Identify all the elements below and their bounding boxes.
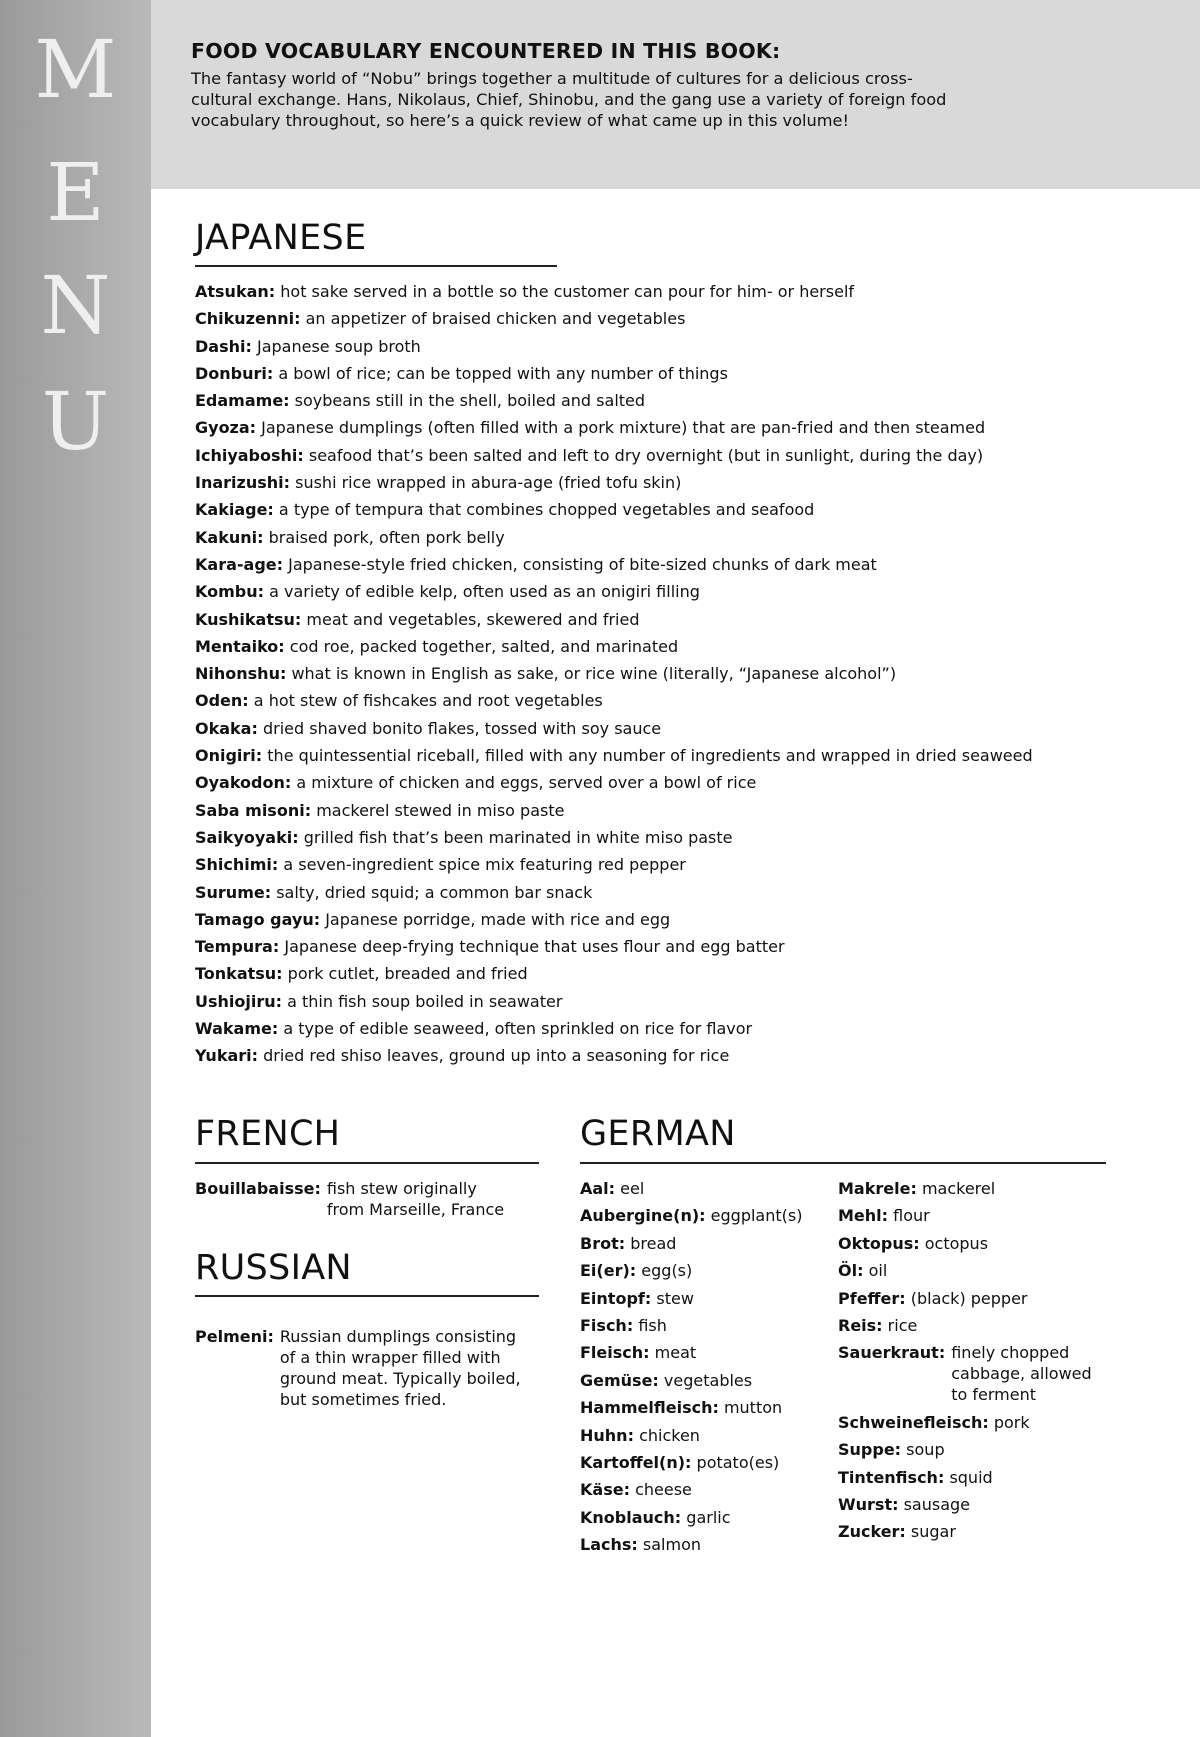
glossary-entry: [195, 800, 1155, 827]
glossary-entry: [195, 854, 1155, 881]
glossary-definition: a type of edible seaweed, often sprinkled on rice for flavor: [283, 1019, 753, 1039]
glossary-term: Nihonshu:: [195, 664, 287, 684]
glossary-term: Zucker:: [838, 1522, 906, 1542]
glossary-definition: Japanese soup broth: [256, 336, 421, 356]
japanese-heading: JAPANESE: [195, 218, 367, 258]
glossary-definition: a variety of edible kelp, often used as an onigiri filling: [269, 582, 700, 602]
glossary-definition: pork: [993, 1412, 1030, 1432]
glossary-term: Atsukan:: [195, 282, 276, 301]
glossary-definition: potato(es): [696, 1452, 780, 1472]
glossary-term: Kakiage:: [195, 500, 274, 520]
glossary-entry: [580, 1233, 825, 1254]
menu-sidebar: [0, 0, 151, 1737]
glossary-entry: [580, 1397, 825, 1418]
glossary-term: Ei(er):: [580, 1261, 637, 1281]
menu-letter-m: M: [34, 23, 117, 116]
glossary-entry: [195, 390, 1155, 417]
glossary-definition: mackerel stewed in miso paste: [316, 800, 565, 820]
glossary-entry: [838, 1315, 1128, 1336]
glossary-entry: [580, 1507, 825, 1528]
glossary-definition: sausage: [903, 1494, 971, 1514]
glossary-definition: eel: [620, 1179, 645, 1198]
glossary-definition: bread: [630, 1233, 677, 1253]
glossary-term: Knoblauch:: [580, 1507, 682, 1527]
menu-letter-u: U: [41, 375, 110, 468]
glossary-entry: [580, 1315, 825, 1336]
glossary-term: Lachs:: [580, 1535, 638, 1555]
russian-rule: [195, 1295, 539, 1297]
glossary-entry: [838, 1233, 1128, 1254]
glossary-definition: Japanese-style fried chicken, consisting of bite-sized chunks of dark meat: [288, 554, 877, 574]
glossary-entry: [580, 1370, 825, 1391]
glossary-entry: [580, 1260, 825, 1281]
glossary-entry: [195, 690, 1155, 717]
glossary-definition: the quintessential riceball, filled with any number of ingredients and wrapped in dried seaweed: [267, 746, 1033, 766]
glossary-term: Inarizushi:: [195, 473, 291, 493]
glossary-entry: [195, 882, 1155, 909]
glossary-term: Oyakodon:: [195, 773, 292, 793]
glossary-entry: [195, 581, 1155, 608]
glossary-definition: Japanese porridge, made with rice and egg: [325, 909, 671, 929]
glossary-term: Hammelfleisch:: [580, 1398, 719, 1418]
glossary-entry: [195, 827, 1155, 854]
glossary-term: Gemüse:: [580, 1370, 659, 1390]
menu-letter-n: N: [40, 259, 111, 352]
glossary-definition: (black) pepper: [910, 1288, 1028, 1308]
glossary-term: Yukari:: [195, 1046, 259, 1066]
glossary-term: Tamago gayu:: [195, 909, 321, 929]
glossary-term: Kombu:: [195, 582, 265, 602]
glossary-definition: soybeans still in the shell, boiled and salted: [294, 391, 646, 411]
glossary-entry: [838, 1205, 1128, 1226]
glossary-term: Okaka:: [195, 718, 258, 738]
glossary-definition: chicken: [639, 1425, 700, 1445]
glossary-definition: octopus: [924, 1233, 989, 1253]
glossary-entry: [195, 718, 1155, 745]
glossary-definition: cheese: [635, 1480, 692, 1500]
glossary-term: Eintopf:: [580, 1288, 652, 1308]
glossary-definition: a type of tempura that combines chopped vegetables and seafood: [278, 500, 815, 520]
german-heading: GERMAN: [580, 1114, 736, 1154]
glossary-term: Schweinefleisch:: [838, 1412, 989, 1432]
glossary-term: Saikyoyaki:: [195, 827, 299, 847]
glossary-term: Aubergine(n):: [580, 1206, 706, 1226]
glossary-term: Käse:: [580, 1480, 630, 1500]
german-column-2: [838, 1178, 1128, 1549]
glossary-entry: [838, 1260, 1128, 1281]
glossary-entry: [195, 991, 1155, 1018]
glossary-definition: Japanese deep-frying technique that uses flour and egg batter: [284, 937, 785, 957]
glossary-term: Kartoffel(n):: [580, 1452, 692, 1472]
glossary-term: Kushikatsu:: [195, 609, 302, 629]
glossary-entry: [195, 909, 1155, 936]
glossary-definition: sushi rice wrapped in abura-age (fried tofu skin): [295, 473, 682, 493]
glossary-definition: egg(s): [641, 1261, 693, 1281]
glossary-entry: [195, 554, 1155, 581]
glossary-term: Tonkatsu:: [195, 964, 283, 984]
glossary-definition: braised pork, often pork belly: [268, 527, 505, 547]
glossary-term: Bouillabaisse:: [195, 1179, 321, 1198]
glossary-definition: a hot stew of fishcakes and root vegetables: [253, 691, 603, 711]
glossary-definition: seafood that’s been salted and left to dry overnight (but in sunlight, during the day): [308, 445, 984, 465]
glossary-definition: mackerel: [921, 1179, 996, 1198]
glossary-term: Fleisch:: [580, 1343, 650, 1363]
glossary-entry: [838, 1412, 1128, 1433]
glossary-entry: [838, 1439, 1128, 1460]
glossary-term: Reis:: [838, 1315, 883, 1335]
glossary-definition: stew: [656, 1288, 694, 1308]
glossary-entry: [580, 1479, 825, 1500]
glossary-term: Oktopus:: [838, 1233, 920, 1253]
glossary-term: Shichimi:: [195, 855, 279, 875]
glossary-term: Tempura:: [195, 937, 280, 957]
glossary-definition: meat and vegetables, skewered and fried: [306, 609, 640, 629]
glossary-term: Öl:: [838, 1261, 864, 1281]
glossary-entry: [838, 1494, 1128, 1515]
glossary-term: Kakuni:: [195, 527, 264, 547]
glossary-term: Sauerkraut:: [838, 1343, 946, 1363]
glossary-entry: [195, 527, 1155, 554]
glossary-entry: [195, 936, 1155, 963]
glossary-definition: meat: [654, 1343, 697, 1363]
russian-heading: RUSSIAN: [195, 1248, 352, 1288]
glossary-definition: a seven-ingredient spice mix featuring red pepper: [283, 855, 686, 875]
glossary-entry: [195, 772, 1155, 799]
glossary-entry: [580, 1288, 825, 1309]
french-heading: FRENCH: [195, 1114, 341, 1154]
glossary-term: Mentaiko:: [195, 636, 285, 656]
glossary-entry: [838, 1178, 1128, 1199]
glossary-term: Fisch:: [580, 1315, 634, 1335]
intro-paragraph: The fantasy world of “Nobu” brings together a multitude of cultures for a delicious cross-cultural exchange. Hans, Nikolaus, Chief, Shinobu, and the gang use a variety of foreign food vocabulary throughout, so here’s a quick review of what came up in this volume!: [191, 69, 947, 130]
french-rule: [195, 1162, 539, 1164]
glossary-term: Wurst:: [838, 1494, 899, 1514]
japanese-rule: [195, 265, 557, 267]
glossary-entry: [195, 663, 1155, 690]
glossary-definition: soup: [906, 1440, 945, 1460]
german-column-1: [580, 1178, 825, 1561]
glossary-entry: [580, 1342, 825, 1363]
glossary-term: Huhn:: [580, 1425, 634, 1445]
glossary-entry: [195, 745, 1155, 772]
glossary-term: Edamame:: [195, 391, 290, 411]
glossary-definition: hot sake served in a bottle so the customer can pour for him- or herself: [280, 282, 855, 301]
glossary-term: Ichiyaboshi:: [195, 445, 304, 465]
glossary-definition: a thin fish soup boiled in seawater: [287, 991, 563, 1011]
glossary-entry: [838, 1467, 1128, 1488]
glossary-term: Suppe:: [838, 1440, 902, 1460]
glossary-definition: oil: [868, 1261, 888, 1281]
glossary-entry: [195, 1045, 1155, 1072]
glossary-definition: an appetizer of braised chicken and vegetables: [305, 309, 686, 329]
glossary-entry: [838, 1521, 1128, 1542]
menu-letter-e: E: [46, 146, 105, 239]
glossary-definition: rice: [887, 1315, 918, 1335]
glossary-entry: [838, 1288, 1128, 1309]
page-title: FOOD VOCABULARY ENCOUNTERED IN THIS BOOK:: [191, 39, 781, 63]
glossary-definition: vegetables: [663, 1370, 753, 1390]
glossary-definition: fish: [638, 1315, 667, 1335]
glossary-definition: flour: [893, 1206, 930, 1226]
glossary-definition: dried shaved bonito flakes, tossed with soy sauce: [262, 718, 662, 738]
glossary-definition: garlic: [686, 1507, 731, 1527]
glossary-term: Mehl:: [838, 1206, 889, 1226]
glossary-entry: [195, 472, 1155, 499]
glossary-entry: [580, 1452, 825, 1473]
japanese-glossary: [195, 281, 1155, 1073]
glossary-term: Aal:: [580, 1179, 616, 1198]
glossary-entry: [195, 363, 1155, 390]
glossary-entry: [580, 1425, 825, 1446]
glossary-entry: [195, 308, 1155, 335]
glossary-definition: finely chopped cabbage, allowed to ferment: [951, 1343, 1092, 1405]
glossary-term: Pelmeni:: [195, 1327, 274, 1346]
glossary-term: Donburi:: [195, 363, 274, 383]
glossary-entry: [580, 1205, 825, 1226]
glossary-term: Chikuzenni:: [195, 309, 301, 329]
glossary-entry: [195, 636, 1155, 663]
glossary-term: Makrele:: [838, 1179, 917, 1198]
glossary-term: Onigiri:: [195, 746, 263, 766]
glossary-definition: sugar: [910, 1522, 956, 1542]
glossary-definition: fish stew originally from Marseille, France: [326, 1179, 505, 1219]
glossary-definition: a bowl of rice; can be topped with any number of things: [278, 363, 728, 383]
glossary-term: Gyoza:: [195, 418, 257, 438]
glossary-definition: dried red shiso leaves, ground up into a seasoning for rice: [263, 1046, 730, 1066]
german-rule: [580, 1162, 1106, 1164]
glossary-term: Wakame:: [195, 1019, 279, 1039]
glossary-definition: salmon: [642, 1535, 701, 1555]
glossary-entry: [195, 1018, 1155, 1045]
glossary-definition: what is known in English as sake, or rice wine (literally, “Japanese alcohol”): [291, 664, 897, 684]
glossary-definition: cod roe, packed together, salted, and marinated: [289, 636, 679, 656]
glossary-definition: grilled fish that’s been marinated in white miso paste: [303, 827, 733, 847]
glossary-definition: eggplant(s): [710, 1206, 803, 1226]
glossary-term: Oden:: [195, 691, 249, 711]
glossary-entry: [838, 1342, 1128, 1405]
glossary-term: Pfeffer:: [838, 1288, 906, 1308]
glossary-definition: salty, dried squid; a common bar snack: [276, 882, 593, 902]
glossary-entry: [195, 417, 1155, 444]
glossary-term: Saba misoni:: [195, 800, 312, 820]
glossary-entry: [195, 609, 1155, 636]
glossary-entry: [580, 1534, 825, 1555]
glossary-definition: a mixture of chicken and eggs, served over a bowl of rice: [296, 773, 757, 793]
glossary-definition: mutton: [723, 1398, 783, 1418]
glossary-term: Tintenfisch:: [838, 1467, 945, 1487]
header-band: [151, 0, 1200, 189]
russian-entry: [195, 1326, 535, 1410]
glossary-term: Ushiojiru:: [195, 991, 283, 1011]
glossary-term: Kara-age:: [195, 554, 284, 574]
glossary-definition: pork cutlet, breaded and fried: [287, 964, 528, 984]
glossary-entry: [195, 281, 1155, 308]
glossary-entry: [580, 1178, 825, 1199]
glossary-entry: [195, 336, 1155, 363]
glossary-term: Surume:: [195, 882, 272, 902]
french-entry: [195, 1178, 525, 1220]
glossary-term: Brot:: [580, 1233, 626, 1253]
glossary-entry: [195, 445, 1155, 472]
glossary-definition: Russian dumplings consisting of a thin wrapper filled with ground meat. Typically boiled, but sometimes fried.: [279, 1327, 521, 1409]
glossary-term: Dashi:: [195, 336, 252, 356]
glossary-definition: Japanese dumplings (often filled with a pork mixture) that are pan-fried and then steamed: [261, 418, 986, 438]
glossary-entry: [195, 499, 1155, 526]
glossary-entry: [195, 963, 1155, 990]
glossary-definition: squid: [949, 1467, 993, 1487]
